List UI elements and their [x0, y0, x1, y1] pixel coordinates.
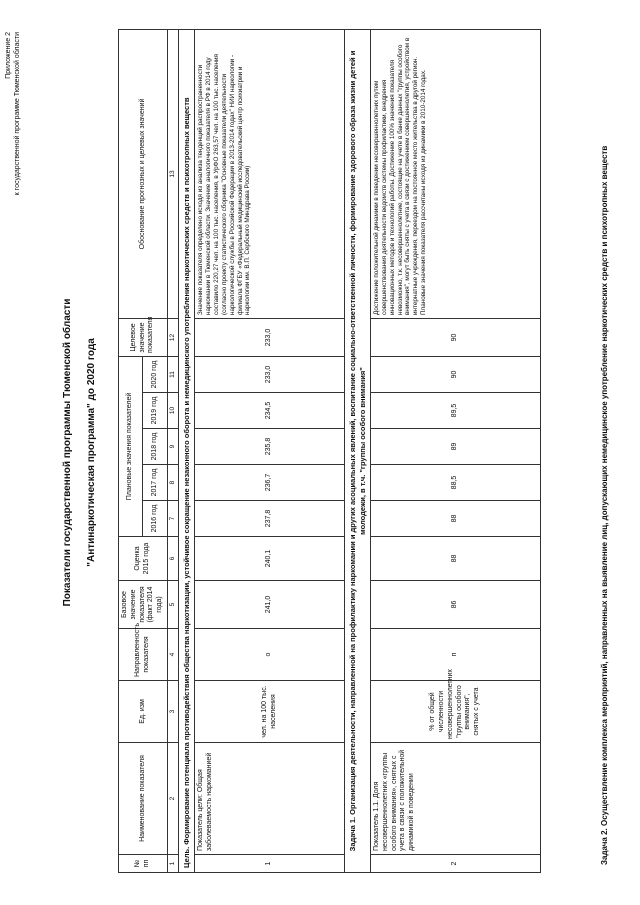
task1-section-row [345, 30, 371, 873]
indicators-table [118, 29, 541, 873]
estimate-value: 240,1 [195, 537, 345, 581]
table-row [371, 30, 541, 873]
value-2018: 89 [371, 429, 541, 465]
col-number: 10 [167, 393, 178, 429]
indicator-name: Показатель цели: Общая заболеваемость наркоманией [195, 743, 345, 855]
col-number: 9 [167, 429, 178, 465]
goal-section-row [178, 30, 194, 873]
col-number: 3 [167, 681, 178, 743]
goal-section-text: Цель. Формирование потенциала противодействия общества наркотизации, устойчивое сокращение незаконного оборота и немедицинского употребления наркотических средств и психотропных веществ [178, 30, 194, 873]
header-2016: 2016 год [143, 501, 167, 537]
rationale-text: Достижение положительной динамики в поведении несовершеннолетних путем совершенствования деятельности ведомств системы профилактики, внедрения инновационных методов и технологий работы. Достижение 100% значения показателя невозможно, т.к. несовершеннолетние, состоящие на учете в банке данных "группы особого внимания", могут быть сняты с учета в связи с достижением совершеннолетия, устройством в интернатные учреждения, переездом на постоянное место жительства в другой регион. Плановые значения показателя рассчитаны исходя из динамики в 2010-2014 годах. [371, 30, 541, 319]
base-value: 241,0 [195, 581, 345, 629]
target-value: 90 [371, 318, 541, 356]
col-number: 4 [167, 629, 178, 681]
col-number: 8 [167, 465, 178, 501]
document-title: Показатели государственной программы Тюменской области [62, 298, 73, 607]
indicator-unit: чел. на 100 тыс. населения [195, 681, 345, 743]
rationale-text: Значение показателя определено исходя из анализа тенденций распространенности наркомании в Тюменской области. Значение аналогичного показателя в РФ в 2014 году составило 220,27 чел. на 100 тыс. населения, в УрФО 263,57 чел. на 100 тыс. населения (согласно проекту статистического сборника "Основные показатели деятельности наркологической службы в Российской Федерации в 2013-2014 годах" НИИ наркологии - филиала ФГБУ «Федеральный медицинский исследовательский центр психиатрии и наркологии им. В.П. Сербского Минздрава России) [195, 30, 345, 319]
indicator-direction: п [371, 629, 541, 681]
header-2019: 2019 год [143, 393, 167, 429]
header-rationale: Обоснование прогнозных и целевых значений [119, 30, 168, 319]
header-target: Целевое значение показателя [119, 318, 168, 356]
value-2017: 88,5 [371, 465, 541, 501]
header-planned-group: Плановые значения показателей [119, 356, 143, 536]
document-subtitle: "Антинаркотическая программа" до 2020 года [86, 338, 97, 567]
col-number: 13 [167, 30, 178, 319]
value-2016: 88 [371, 501, 541, 537]
target-value: 233,0 [195, 318, 345, 356]
value-2020: 233,0 [195, 356, 345, 392]
value-2016: 237,8 [195, 501, 345, 537]
header-num: № пп [119, 855, 168, 873]
col-number: 5 [167, 581, 178, 629]
estimate-value: 88 [371, 537, 541, 581]
col-number: 12 [167, 318, 178, 356]
header-name: Наименование показателя [119, 743, 168, 855]
row-num: 2 [371, 855, 541, 873]
row-num: 1 [195, 855, 345, 873]
value-2020: 90 [371, 356, 541, 392]
value-2019: 89,5 [371, 393, 541, 429]
header-estimate: Оценка 2015 года [119, 537, 168, 581]
column-number-row [167, 30, 178, 873]
task2-heading: Задача 2. Осуществление комплекса мероприятий, направленных на выявление лиц, допускающих немедицинское употребление наркотических средств и психотропных веществ [600, 145, 609, 865]
col-number: 2 [167, 743, 178, 855]
appendix-line-1: Приложение 2 [5, 32, 12, 79]
col-number: 7 [167, 501, 178, 537]
task1-section-text: Задача 1. Организация деятельности, направленной на профилактику наркомании и других асоциальных явлений, воспитание социально-ответственной личности, формирование здорового образа жизни детей и молодежи, в т.ч. "группы особого внимания" [345, 30, 371, 873]
appendix-line-2: к государственной программе Тюменской области [14, 32, 22, 196]
header-direction: Направленность показателя [119, 629, 168, 681]
header-2017: 2017 год [143, 465, 167, 501]
header-base: Базовое значение показателя (факт 2014 года) [119, 581, 168, 629]
col-number: 1 [167, 855, 178, 873]
col-number: 6 [167, 537, 178, 581]
header-row-1 [119, 30, 143, 873]
header-2020: 2020 год [143, 356, 167, 392]
header-2018: 2018 год [143, 429, 167, 465]
value-2019: 234,5 [195, 393, 345, 429]
header-unit: Ед. изм [119, 681, 168, 743]
value-2018: 235,8 [195, 429, 345, 465]
col-number: 11 [167, 356, 178, 392]
table-row [195, 30, 345, 873]
indicator-unit: % от общей численности несовершеннолетних "группы особого внимания", снятых с учета [371, 681, 541, 743]
appendix-label [4, 32, 23, 292]
indicator-direction: о [195, 629, 345, 681]
value-2017: 236,7 [195, 465, 345, 501]
base-value: 86 [371, 581, 541, 629]
indicator-name: Показатель 1.1. Доля несовершеннолетних «группы особого внимания», снятых с учета в связи с положительной динамикой в поведении [371, 743, 541, 855]
